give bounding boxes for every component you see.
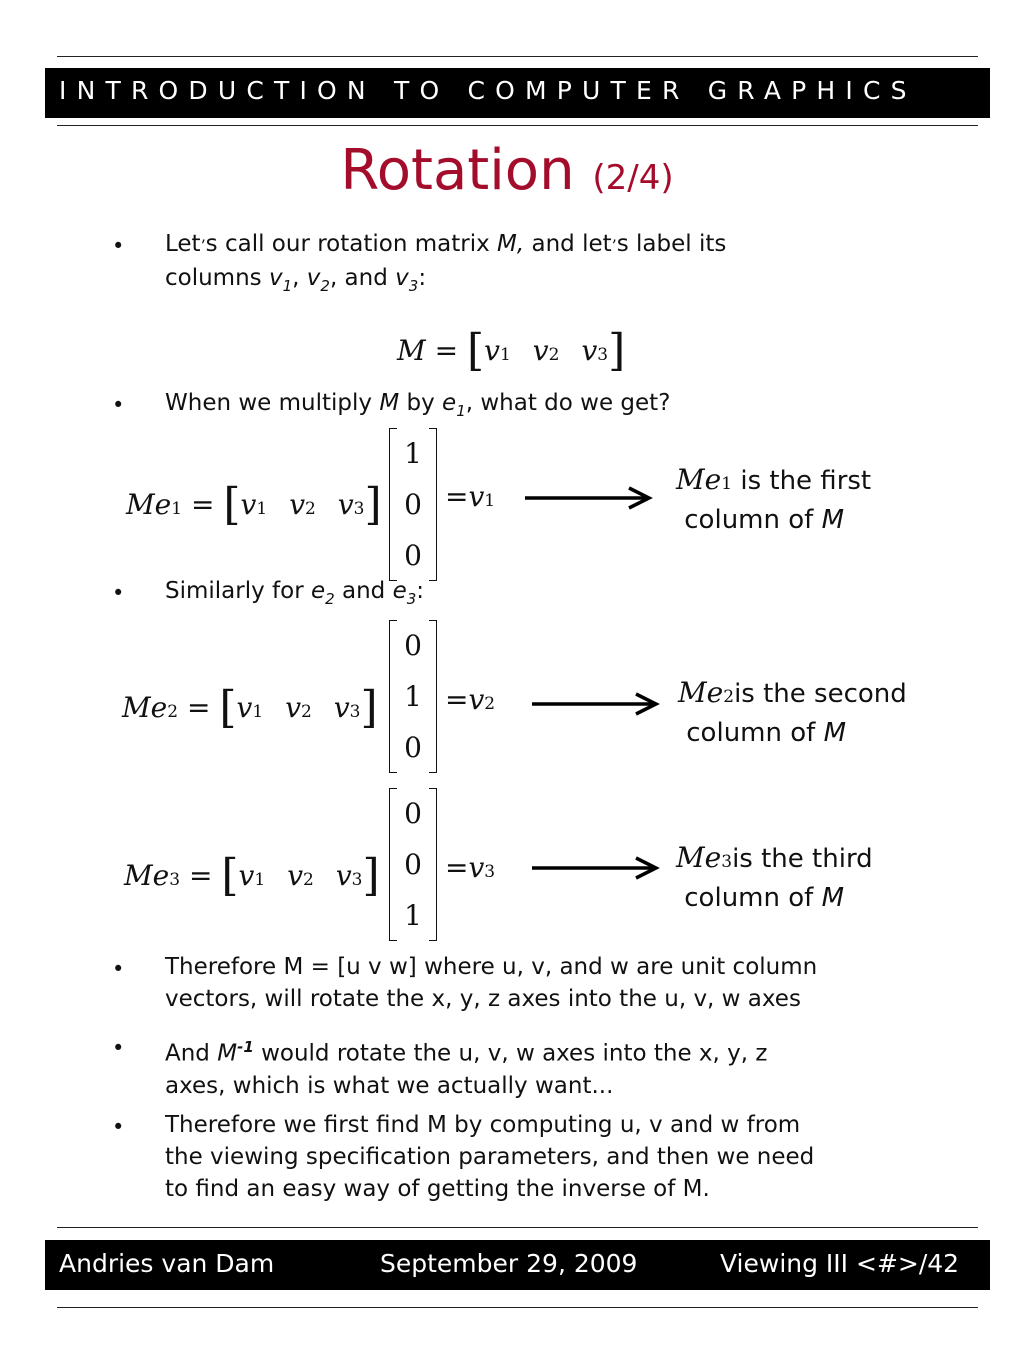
subscript: 2 bbox=[167, 702, 179, 722]
course-title: INTRODUCTION TO COMPUTER GRAPHICS bbox=[59, 76, 917, 105]
bullet-4 bbox=[165, 951, 985, 1015]
bullet-3 bbox=[165, 575, 985, 615]
math-v: v bbox=[484, 334, 500, 367]
text: And bbox=[165, 1040, 218, 1067]
math-m: M bbox=[126, 488, 155, 521]
subscript: 3 bbox=[406, 589, 417, 608]
column-vector-e3 bbox=[389, 788, 437, 941]
math-me: Me bbox=[676, 841, 722, 874]
math-eq: = bbox=[188, 859, 213, 892]
math-v: v bbox=[285, 691, 302, 724]
text: the viewing specification parameters, and then we need bbox=[165, 1144, 815, 1170]
equation-me2-result bbox=[445, 683, 495, 716]
text: Therefore we first find M by computing u, v and w from bbox=[165, 1112, 801, 1138]
vector-entry: 0 bbox=[404, 797, 422, 830]
note-second-column bbox=[678, 675, 907, 751]
subscript: 2 bbox=[303, 870, 314, 890]
math-e: e bbox=[152, 859, 170, 892]
subscript: 1 bbox=[484, 491, 496, 511]
left-bracket: [ bbox=[223, 479, 241, 530]
math-v: v bbox=[532, 334, 549, 367]
math-v: v bbox=[468, 851, 485, 884]
subscript: 3 bbox=[408, 276, 419, 295]
subscript: 1 bbox=[254, 870, 266, 890]
math-m: M bbox=[124, 859, 153, 892]
math-e: e bbox=[150, 691, 168, 724]
bullet-marker: • bbox=[112, 581, 125, 605]
math-m: M bbox=[122, 691, 151, 724]
var-m: M bbox=[821, 505, 845, 535]
subscript: 1 bbox=[456, 401, 466, 420]
text: by bbox=[399, 390, 443, 416]
arrow-right-icon bbox=[532, 855, 662, 881]
footer-date: September 29, 2009 bbox=[380, 1249, 638, 1278]
subscript: 3 bbox=[597, 345, 609, 365]
math-v: v bbox=[468, 480, 485, 513]
var-m: M bbox=[217, 1040, 238, 1067]
column-vector-e1 bbox=[389, 428, 437, 581]
note-third-column bbox=[676, 840, 873, 916]
text: column of bbox=[684, 883, 822, 913]
var-e: e bbox=[310, 578, 326, 604]
var-m: M bbox=[821, 883, 845, 913]
right-bracket: ] bbox=[362, 850, 380, 901]
bullet-marker: • bbox=[112, 393, 125, 417]
text: is the third bbox=[732, 844, 873, 874]
subscript: 1 bbox=[499, 345, 511, 365]
vector-entry: 1 bbox=[404, 899, 422, 932]
vector-entry: 0 bbox=[404, 539, 422, 572]
var-m: M bbox=[823, 718, 847, 748]
vector-entry: 1 bbox=[404, 437, 422, 470]
footer-page: Viewing III <#>/42 bbox=[720, 1249, 960, 1278]
bullet-marker: • bbox=[112, 234, 125, 258]
equation-me3-result bbox=[445, 851, 495, 884]
subscript: 3 bbox=[353, 499, 365, 519]
math-m: M bbox=[397, 334, 426, 367]
math-v: v bbox=[333, 691, 350, 724]
bullet-2 bbox=[165, 387, 985, 427]
matrix-definition bbox=[397, 320, 626, 376]
math-e: e bbox=[154, 488, 172, 521]
subscript: 3 bbox=[169, 870, 181, 890]
math-v: v bbox=[289, 488, 306, 521]
text: is the first bbox=[732, 466, 872, 496]
math-me: Me bbox=[678, 676, 724, 709]
text: axes, which is what we actually want... bbox=[165, 1072, 614, 1099]
header-top-rule bbox=[57, 56, 978, 57]
equation-me2 bbox=[122, 677, 378, 733]
footer-bar bbox=[45, 1240, 990, 1290]
apostrophe: ’ bbox=[611, 236, 617, 255]
slide-title-main: Rotation bbox=[340, 138, 575, 203]
bullet-1 bbox=[165, 228, 985, 302]
vector-entry: 0 bbox=[404, 629, 422, 662]
bullet-6 bbox=[165, 1109, 985, 1205]
subscript: 2 bbox=[548, 345, 560, 365]
math-v: v bbox=[238, 859, 255, 892]
arrow-right-icon bbox=[532, 691, 662, 717]
text: : bbox=[416, 578, 425, 604]
math-v: v bbox=[335, 859, 352, 892]
text: would rotate the u, v, w axes into the x, y, z bbox=[253, 1040, 768, 1067]
subscript: 3 bbox=[721, 852, 733, 872]
text: s call our rotation matrix bbox=[205, 231, 498, 257]
text: column of bbox=[684, 505, 822, 535]
equation-me1 bbox=[126, 474, 382, 530]
apostrophe: ’ bbox=[200, 236, 206, 255]
bullet-5 bbox=[165, 1030, 985, 1102]
right-bracket: ] bbox=[360, 682, 378, 733]
header-bar bbox=[45, 68, 990, 118]
math-v: v bbox=[240, 488, 257, 521]
text: Therefore M = [u v w] where u, v, and w are unit column bbox=[165, 954, 818, 980]
var-m: M bbox=[379, 390, 400, 416]
var-e: e bbox=[442, 390, 457, 416]
superscript: -1 bbox=[237, 1038, 254, 1056]
math-eq: = bbox=[190, 488, 215, 521]
column-vector-e2 bbox=[389, 620, 437, 773]
subscript: 1 bbox=[721, 474, 733, 494]
subscript: 3 bbox=[484, 862, 496, 882]
text: and bbox=[334, 578, 393, 604]
text: column of bbox=[686, 718, 824, 748]
left-bracket: [ bbox=[219, 682, 237, 733]
subscript: 2 bbox=[723, 687, 735, 707]
vector-entry: 0 bbox=[404, 488, 422, 521]
text: Similarly for bbox=[165, 578, 311, 604]
subscript: 1 bbox=[171, 499, 183, 519]
math-v: v bbox=[468, 683, 485, 716]
text: When we multiply bbox=[165, 390, 380, 416]
equation-me3 bbox=[124, 845, 380, 901]
right-bracket: ] bbox=[608, 325, 626, 376]
text: , what do we get? bbox=[465, 390, 671, 416]
bullet-marker: • bbox=[112, 957, 125, 981]
header-bottom-rule bbox=[57, 125, 978, 126]
math-eq: = bbox=[445, 683, 469, 716]
var-v: v bbox=[306, 265, 321, 291]
subscript: 3 bbox=[351, 870, 363, 890]
math-me: Me bbox=[676, 463, 722, 496]
math-v: v bbox=[337, 488, 354, 521]
slide-title bbox=[0, 138, 1014, 203]
footer-bottom-rule bbox=[57, 1307, 978, 1308]
slide-title-sub: (2/4) bbox=[592, 158, 674, 198]
text: is the second bbox=[734, 679, 907, 709]
vector-entry: 0 bbox=[404, 731, 422, 764]
vector-entry: 1 bbox=[404, 680, 422, 713]
var-m: M, bbox=[497, 231, 525, 257]
left-bracket: [ bbox=[466, 325, 485, 376]
math-eq: = bbox=[434, 334, 459, 367]
bullet-marker: • bbox=[112, 1036, 125, 1060]
subscript: 2 bbox=[305, 499, 316, 519]
vector-entry: 0 bbox=[404, 848, 422, 881]
var-v: v bbox=[395, 265, 409, 291]
subscript: 2 bbox=[320, 276, 330, 295]
footer-author: Andries van Dam bbox=[59, 1249, 275, 1278]
math-eq: = bbox=[186, 691, 211, 724]
text: columns bbox=[165, 265, 269, 291]
math-eq: = bbox=[445, 480, 469, 513]
bullet-marker: • bbox=[112, 1115, 125, 1139]
text: , bbox=[292, 265, 307, 291]
equation-me1-result bbox=[445, 480, 495, 513]
left-bracket: [ bbox=[221, 850, 239, 901]
subscript: 2 bbox=[325, 589, 335, 608]
subscript: 1 bbox=[256, 499, 268, 519]
right-bracket: ] bbox=[364, 479, 382, 530]
math-eq: = bbox=[445, 851, 469, 884]
text: : bbox=[418, 265, 427, 291]
text: Let bbox=[165, 231, 201, 257]
note-first-column bbox=[676, 462, 871, 538]
subscript: 1 bbox=[282, 276, 293, 295]
text: to find an easy way of getting the inverse of M. bbox=[165, 1176, 710, 1202]
math-v: v bbox=[287, 859, 304, 892]
text: s label its bbox=[616, 231, 727, 257]
math-v: v bbox=[236, 691, 253, 724]
subscript: 2 bbox=[301, 702, 312, 722]
subscript: 2 bbox=[484, 694, 496, 714]
math-v: v bbox=[581, 334, 598, 367]
subscript: 1 bbox=[252, 702, 264, 722]
var-v: v bbox=[268, 265, 283, 291]
subscript: 3 bbox=[349, 702, 361, 722]
text: vectors, will rotate the x, y, z axes into the u, v, w axes bbox=[165, 986, 801, 1012]
footer-top-rule bbox=[57, 1227, 978, 1228]
text: , and bbox=[329, 265, 396, 291]
var-e: e bbox=[392, 578, 407, 604]
arrow-right-icon bbox=[525, 485, 655, 511]
text: and let bbox=[524, 231, 612, 257]
